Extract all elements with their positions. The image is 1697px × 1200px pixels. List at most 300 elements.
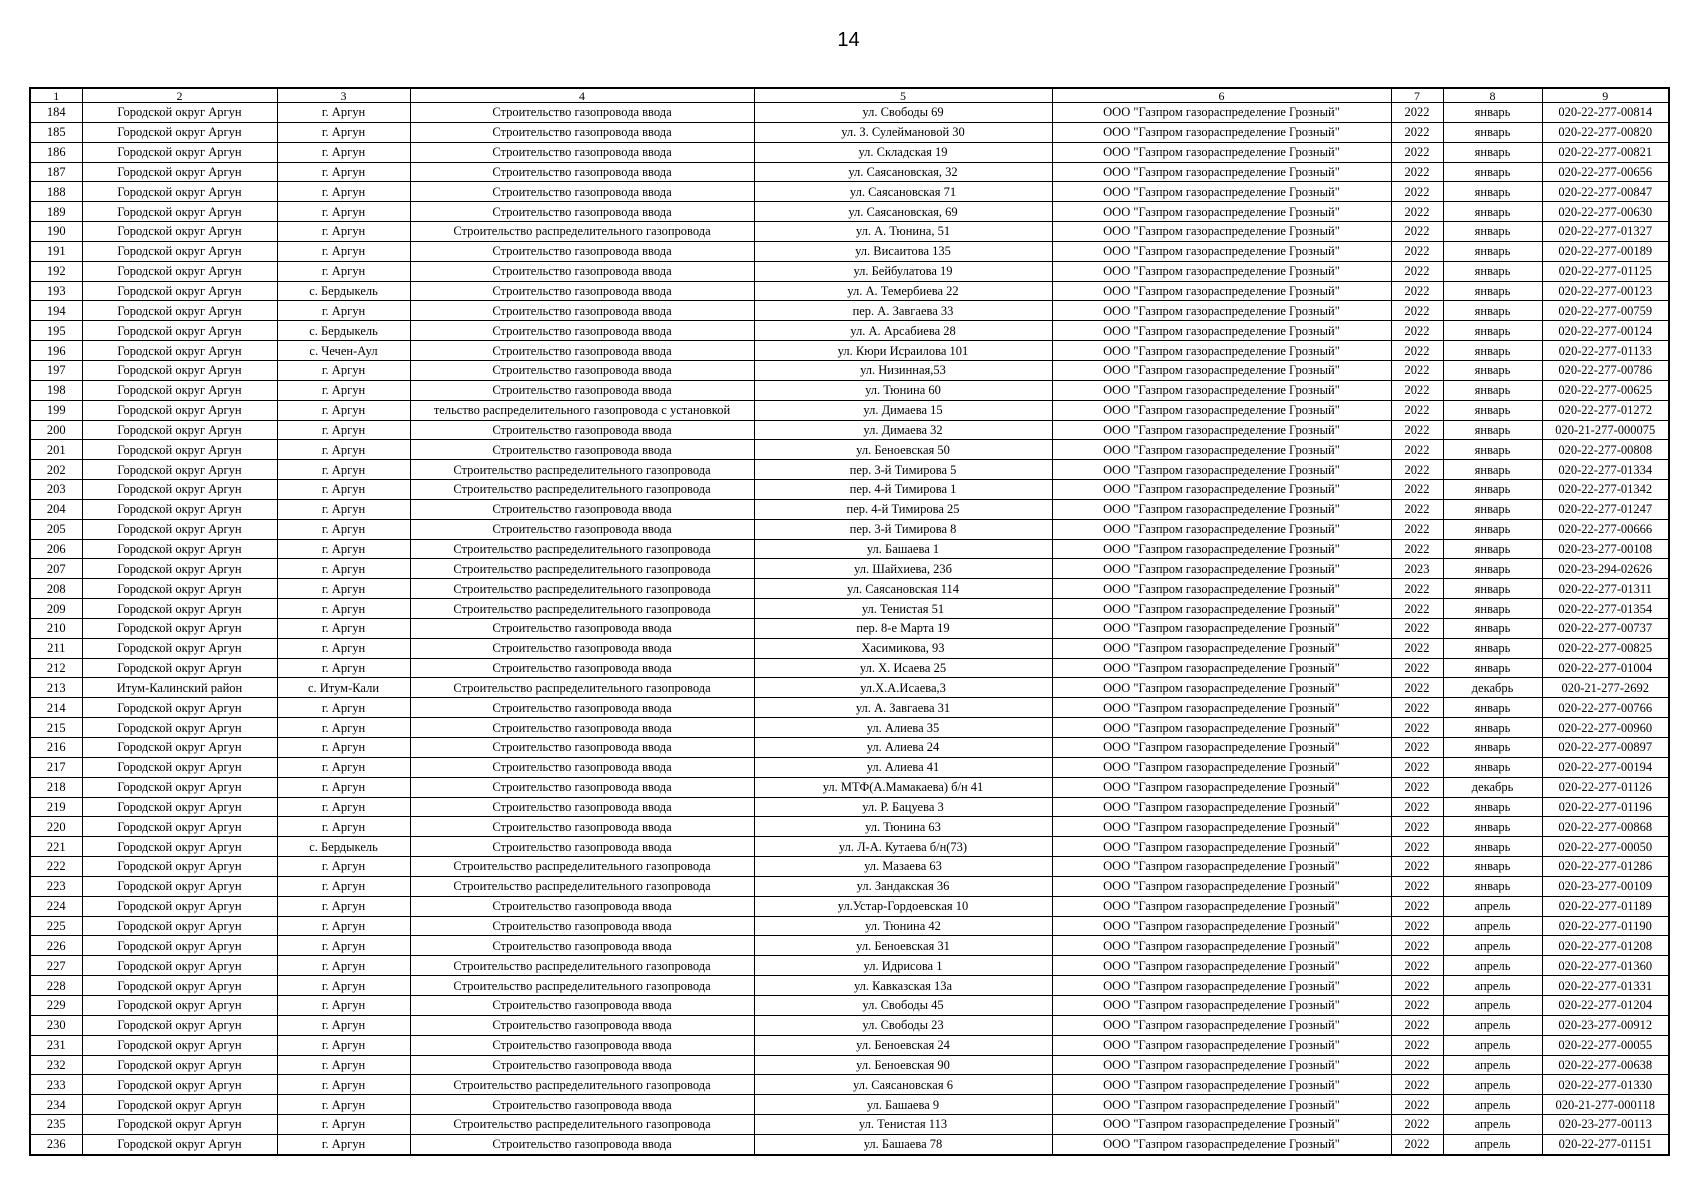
year-cell: 2022 [1391,420,1443,440]
settlement-cell: г. Аргун [277,1015,410,1035]
organization-cell: ООО "Газпром газораспределение Грозный" [1052,261,1391,281]
organization-cell: ООО "Газпром газораспределение Грозный" [1052,1134,1391,1154]
work-type-cell: Строительство газопровода ввода [410,817,754,837]
row-number-cell: 226 [30,936,82,956]
address-cell: ул. Беноевская 31 [754,936,1052,956]
month-cell: январь [1443,499,1542,519]
organization-cell: ООО "Газпром газораспределение Грозный" [1052,658,1391,678]
address-cell: пер. 8-е Марта 19 [754,618,1052,638]
column-header: 5 [754,88,1052,103]
column-header: 1 [30,88,82,103]
district-cell: Городской округ Аргун [82,995,277,1015]
registration-number-cell: 020-22-277-01189 [1542,896,1669,916]
row-number-cell: 197 [30,360,82,380]
work-type-cell: Строительство газопровода ввода [410,698,754,718]
district-cell: Городской округ Аргун [82,579,277,599]
organization-cell: ООО "Газпром газораспределение Грозный" [1052,122,1391,142]
registration-number-cell: 020-23-277-00108 [1542,539,1669,559]
work-type-cell: Строительство распределительного газопровода [410,222,754,242]
district-cell: Городской округ Аргун [82,618,277,638]
settlement-cell: г. Аргун [277,559,410,579]
year-cell: 2022 [1391,1095,1443,1115]
work-type-cell: Строительство распределительного газопровода [410,539,754,559]
table-row [30,142,1669,162]
registration-number-cell: 020-22-277-01286 [1542,857,1669,877]
address-cell: ул. А. Завгаева 31 [754,698,1052,718]
work-type-cell: тельство распределительного газопровода с установкой [410,400,754,420]
settlement-cell: г. Аргун [277,480,410,500]
year-cell: 2022 [1391,122,1443,142]
organization-cell: ООО "Газпром газораспределение Грозный" [1052,499,1391,519]
organization-cell: ООО "Газпром газораспределение Грозный" [1052,1035,1391,1055]
year-cell: 2022 [1391,400,1443,420]
address-cell: ул. Кюри Исраилова 101 [754,341,1052,361]
month-cell: январь [1443,400,1542,420]
settlement-cell: г. Аргун [277,738,410,758]
work-type-cell: Строительство газопровода ввода [410,499,754,519]
row-number-cell: 201 [30,440,82,460]
year-cell: 2022 [1391,460,1443,480]
organization-cell: ООО "Газпром газораспределение Грозный" [1052,380,1391,400]
year-cell: 2022 [1391,341,1443,361]
district-cell: Городской округ Аргун [82,222,277,242]
row-number-cell: 185 [30,122,82,142]
table-row [30,837,1669,857]
district-cell: Городской округ Аргун [82,420,277,440]
registration-number-cell: 020-23-277-00109 [1542,876,1669,896]
organization-cell: ООО "Газпром газораспределение Грозный" [1052,103,1391,123]
year-cell: 2022 [1391,1134,1443,1154]
month-cell: январь [1443,122,1542,142]
registration-number-cell: 020-22-277-00123 [1542,281,1669,301]
address-cell: ул. Х. Исаева 25 [754,658,1052,678]
registration-number-cell: 020-22-277-00759 [1542,301,1669,321]
row-number-cell: 198 [30,380,82,400]
year-cell: 2022 [1391,1055,1443,1075]
registry-table [29,87,1670,1156]
organization-cell: ООО "Газпром газораспределение Грозный" [1052,539,1391,559]
address-cell: пер. 4-й Тимирова 25 [754,499,1052,519]
address-cell: ул. А. Темербиева 22 [754,281,1052,301]
work-type-cell: Строительство газопровода ввода [410,360,754,380]
table-row [30,718,1669,738]
table-row [30,122,1669,142]
row-number-cell: 192 [30,261,82,281]
district-cell: Городской округ Аргун [82,777,277,797]
address-cell: ул. Шайхиева, 23б [754,559,1052,579]
row-number-cell: 217 [30,757,82,777]
month-cell: январь [1443,301,1542,321]
registration-number-cell: 020-22-277-01151 [1542,1134,1669,1154]
organization-cell: ООО "Газпром газораспределение Грозный" [1052,1115,1391,1135]
district-cell: Городской округ Аргун [82,122,277,142]
registration-number-cell: 020-22-277-00666 [1542,519,1669,539]
table-row [30,896,1669,916]
address-cell: пер. А. Завгаева 33 [754,301,1052,321]
address-cell: ул. Беноевская 24 [754,1035,1052,1055]
work-type-cell: Строительство распределительного газопровода [410,678,754,698]
district-cell: Городской округ Аргун [82,460,277,480]
month-cell: январь [1443,618,1542,638]
year-cell: 2022 [1391,1075,1443,1095]
year-cell: 2022 [1391,618,1443,638]
organization-cell: ООО "Газпром газораспределение Грозный" [1052,956,1391,976]
year-cell: 2022 [1391,976,1443,996]
month-cell: январь [1443,182,1542,202]
year-cell: 2022 [1391,440,1443,460]
month-cell: январь [1443,738,1542,758]
registration-number-cell: 020-22-277-00625 [1542,380,1669,400]
row-number-cell: 199 [30,400,82,420]
year-cell: 2022 [1391,519,1443,539]
settlement-cell: г. Аргун [277,698,410,718]
organization-cell: ООО "Газпром газораспределение Грозный" [1052,222,1391,242]
address-cell: ул. Саясановская, 32 [754,162,1052,182]
registration-number-cell: 020-22-277-01342 [1542,480,1669,500]
work-type-cell: Строительство распределительного газопровода [410,1075,754,1095]
row-number-cell: 205 [30,519,82,539]
district-cell: Городской округ Аргун [82,162,277,182]
month-cell: январь [1443,857,1542,877]
table-row [30,162,1669,182]
month-cell: апрель [1443,1115,1542,1135]
address-cell: ул. Димаева 32 [754,420,1052,440]
table-row [30,658,1669,678]
table-row [30,857,1669,877]
table-row [30,579,1669,599]
table-row [30,638,1669,658]
settlement-cell: с. Бердыкель [277,281,410,301]
address-cell: ул. Беноевская 90 [754,1055,1052,1075]
organization-cell: ООО "Газпром газораспределение Грозный" [1052,1075,1391,1095]
year-cell: 2022 [1391,202,1443,222]
district-cell: Городской округ Аргун [82,499,277,519]
district-cell: Городской округ Аргун [82,658,277,678]
month-cell: январь [1443,519,1542,539]
row-number-cell: 228 [30,976,82,996]
district-cell: Городской округ Аргун [82,360,277,380]
work-type-cell: Строительство распределительного газопровода [410,876,754,896]
work-type-cell: Строительство газопровода ввода [410,182,754,202]
work-type-cell: Строительство газопровода ввода [410,321,754,341]
registration-number-cell: 020-22-277-01360 [1542,956,1669,976]
table-row [30,380,1669,400]
settlement-cell: г. Аргун [277,618,410,638]
district-cell: Городской округ Аргун [82,718,277,738]
registration-number-cell: 020-22-277-01004 [1542,658,1669,678]
district-cell: Городской округ Аргун [82,876,277,896]
district-cell: Городской округ Аргун [82,301,277,321]
row-number-cell: 234 [30,1095,82,1115]
address-cell: ул. МТФ(А.Мамакаева) б/н 41 [754,777,1052,797]
registration-number-cell: 020-22-277-01272 [1542,400,1669,420]
row-number-cell: 229 [30,995,82,1015]
address-cell: ул. Тенистая 51 [754,599,1052,619]
address-cell: ул. Димаева 15 [754,400,1052,420]
settlement-cell: г. Аргун [277,162,410,182]
year-cell: 2022 [1391,777,1443,797]
organization-cell: ООО "Газпром газораспределение Грозный" [1052,1015,1391,1035]
registration-number-cell: 020-22-277-01196 [1542,797,1669,817]
year-cell: 2022 [1391,797,1443,817]
settlement-cell: с. Бердыкель [277,837,410,857]
district-cell: Городской округ Аргун [82,1075,277,1095]
column-header: 3 [277,88,410,103]
registration-number-cell: 020-22-277-00055 [1542,1035,1669,1055]
row-number-cell: 233 [30,1075,82,1095]
settlement-cell: г. Аргун [277,638,410,658]
year-cell: 2022 [1391,321,1443,341]
year-cell: 2022 [1391,837,1443,857]
column-header: 9 [1542,88,1669,103]
month-cell: январь [1443,261,1542,281]
year-cell: 2022 [1391,360,1443,380]
year-cell: 2022 [1391,757,1443,777]
month-cell: апрель [1443,956,1542,976]
settlement-cell: г. Аргун [277,222,410,242]
district-cell: Городской округ Аргун [82,380,277,400]
row-number-cell: 189 [30,202,82,222]
address-cell: ул. А. Тюнина, 51 [754,222,1052,242]
year-cell: 2022 [1391,480,1443,500]
organization-cell: ООО "Газпром газораспределение Грозный" [1052,817,1391,837]
organization-cell: ООО "Газпром газораспределение Грозный" [1052,400,1391,420]
settlement-cell: г. Аргун [277,876,410,896]
organization-cell: ООО "Газпром газораспределение Грозный" [1052,321,1391,341]
month-cell: январь [1443,698,1542,718]
registration-number-cell: 020-22-277-01331 [1542,976,1669,996]
district-cell: Городской округ Аргун [82,599,277,619]
work-type-cell: Строительство газопровода ввода [410,618,754,638]
district-cell: Городской округ Аргун [82,182,277,202]
organization-cell: ООО "Газпром газораспределение Грозный" [1052,797,1391,817]
year-cell: 2022 [1391,876,1443,896]
month-cell: январь [1443,559,1542,579]
address-cell: ул. Тенистая 113 [754,1115,1052,1135]
settlement-cell: г. Аргун [277,360,410,380]
table-row [30,241,1669,261]
address-cell: ул. Саясановская 114 [754,579,1052,599]
district-cell: Городской округ Аргун [82,837,277,857]
district-cell: Городской округ Аргун [82,896,277,916]
settlement-cell: г. Аргун [277,440,410,460]
year-cell: 2022 [1391,222,1443,242]
year-cell: 2022 [1391,995,1443,1015]
table-row [30,1075,1669,1095]
registration-number-cell: 020-22-277-00847 [1542,182,1669,202]
table-row [30,876,1669,896]
row-number-cell: 222 [30,857,82,877]
row-number-cell: 231 [30,1035,82,1055]
registration-number-cell: 020-22-277-00194 [1542,757,1669,777]
row-number-cell: 215 [30,718,82,738]
organization-cell: ООО "Газпром газораспределение Грозный" [1052,638,1391,658]
settlement-cell: г. Аргун [277,956,410,976]
address-cell: ул. Свободы 23 [754,1015,1052,1035]
month-cell: апрель [1443,1055,1542,1075]
settlement-cell: г. Аргун [277,202,410,222]
year-cell: 2022 [1391,817,1443,837]
organization-cell: ООО "Газпром газораспределение Грозный" [1052,420,1391,440]
row-number-cell: 213 [30,678,82,698]
year-cell: 2022 [1391,936,1443,956]
settlement-cell: г. Аргун [277,519,410,539]
work-type-cell: Строительство газопровода ввода [410,103,754,123]
year-cell: 2022 [1391,698,1443,718]
district-cell: Городской округ Аргун [82,1095,277,1115]
registration-number-cell: 020-22-277-00825 [1542,638,1669,658]
year-cell: 2022 [1391,599,1443,619]
settlement-cell: г. Аргун [277,757,410,777]
registration-number-cell: 020-22-277-01190 [1542,916,1669,936]
organization-cell: ООО "Газпром газораспределение Грозный" [1052,202,1391,222]
organization-cell: ООО "Газпром газораспределение Грозный" [1052,1095,1391,1115]
table-row [30,817,1669,837]
work-type-cell: Строительство распределительного газопровода [410,480,754,500]
work-type-cell: Строительство газопровода ввода [410,420,754,440]
column-header: 6 [1052,88,1391,103]
district-cell: Городской округ Аргун [82,440,277,460]
address-cell: ул. Беноевская 50 [754,440,1052,460]
organization-cell: ООО "Газпром газораспределение Грозный" [1052,559,1391,579]
district-cell: Городской округ Аргун [82,698,277,718]
address-cell: ул. Свободы 45 [754,995,1052,1015]
year-cell: 2022 [1391,142,1443,162]
row-number-cell: 190 [30,222,82,242]
settlement-cell: г. Аргун [277,1075,410,1095]
address-cell: ул. Тюнина 63 [754,817,1052,837]
table-row [30,678,1669,698]
work-type-cell: Строительство газопровода ввода [410,1015,754,1035]
registration-number-cell: 020-22-277-01133 [1542,341,1669,361]
settlement-cell: с. Чечен-Аул [277,341,410,361]
table-row [30,1055,1669,1075]
registration-number-cell: 020-22-277-00808 [1542,440,1669,460]
address-cell: ул. Р. Бацуева 3 [754,797,1052,817]
table-row [30,460,1669,480]
row-number-cell: 187 [30,162,82,182]
month-cell: январь [1443,321,1542,341]
district-cell: Городской округ Аргун [82,241,277,261]
address-cell: ул.Устар-Гордоевская 10 [754,896,1052,916]
settlement-cell: г. Аргун [277,103,410,123]
organization-cell: ООО "Газпром газораспределение Грозный" [1052,460,1391,480]
registration-number-cell: 020-22-277-00189 [1542,241,1669,261]
settlement-cell: г. Аргун [277,896,410,916]
registration-number-cell: 020-22-277-01330 [1542,1075,1669,1095]
settlement-cell: с. Бердыкель [277,321,410,341]
district-cell: Городской округ Аргун [82,400,277,420]
table-row [30,400,1669,420]
work-type-cell: Строительство газопровода ввода [410,1035,754,1055]
table-row [30,599,1669,619]
work-type-cell: Строительство распределительного газопровода [410,857,754,877]
month-cell: январь [1443,797,1542,817]
organization-cell: ООО "Газпром газораспределение Грозный" [1052,1055,1391,1075]
registration-number-cell: 020-21-277-2692 [1542,678,1669,698]
district-cell: Городской округ Аргун [82,1055,277,1075]
registration-number-cell: 020-22-277-01334 [1542,460,1669,480]
address-cell: ул. Кавказская 13а [754,976,1052,996]
work-type-cell: Строительство газопровода ввода [410,1095,754,1115]
row-number-cell: 209 [30,599,82,619]
district-cell: Городской округ Аргун [82,916,277,936]
row-number-cell: 184 [30,103,82,123]
month-cell: январь [1443,579,1542,599]
settlement-cell: г. Аргун [277,420,410,440]
address-cell: ул. Тюнина 42 [754,916,1052,936]
work-type-cell: Строительство газопровода ввода [410,777,754,797]
registration-number-cell: 020-22-277-00820 [1542,122,1669,142]
organization-cell: ООО "Газпром газораспределение Грозный" [1052,936,1391,956]
year-cell: 2022 [1391,1015,1443,1035]
registration-number-cell: 020-22-277-00124 [1542,321,1669,341]
organization-cell: ООО "Газпром газораспределение Грозный" [1052,519,1391,539]
row-number-cell: 212 [30,658,82,678]
month-cell: апрель [1443,976,1542,996]
address-cell: ул. Низинная,53 [754,360,1052,380]
column-number-row [30,88,1669,103]
month-cell: январь [1443,440,1542,460]
work-type-cell: Строительство газопровода ввода [410,718,754,738]
month-cell: декабрь [1443,777,1542,797]
settlement-cell: г. Аргун [277,916,410,936]
organization-cell: ООО "Газпром газораспределение Грозный" [1052,360,1391,380]
work-type-cell: Строительство газопровода ввода [410,1134,754,1154]
district-cell: Городской округ Аргун [82,281,277,301]
table-row [30,936,1669,956]
settlement-cell: г. Аргун [277,579,410,599]
table-row [30,202,1669,222]
column-header: 4 [410,88,754,103]
year-cell: 2022 [1391,380,1443,400]
year-cell: 2022 [1391,1035,1443,1055]
work-type-cell: Строительство газопровода ввода [410,837,754,857]
year-cell: 2022 [1391,916,1443,936]
registration-number-cell: 020-22-277-01208 [1542,936,1669,956]
month-cell: апрель [1443,995,1542,1015]
district-cell: Городской округ Аргун [82,1015,277,1035]
settlement-cell: г. Аргун [277,400,410,420]
table-row [30,956,1669,976]
work-type-cell: Строительство газопровода ввода [410,241,754,261]
work-type-cell: Строительство распределительного газопровода [410,976,754,996]
organization-cell: ООО "Газпром газораспределение Грозный" [1052,579,1391,599]
work-type-cell: Строительство газопровода ввода [410,658,754,678]
registration-number-cell: 020-22-277-00050 [1542,837,1669,857]
year-cell: 2022 [1391,103,1443,123]
district-cell: Городской округ Аргун [82,480,277,500]
address-cell: ул. З. Сулеймановой 30 [754,122,1052,142]
row-number-cell: 191 [30,241,82,261]
registration-number-cell: 020-22-277-01247 [1542,499,1669,519]
address-cell: ул. Висаитова 135 [754,241,1052,261]
work-type-cell: Строительство газопровода ввода [410,757,754,777]
year-cell: 2022 [1391,658,1443,678]
year-cell: 2022 [1391,499,1443,519]
organization-cell: ООО "Газпром газораспределение Грозный" [1052,341,1391,361]
registration-number-cell: 020-23-277-00113 [1542,1115,1669,1135]
settlement-cell: г. Аргун [277,122,410,142]
district-cell: Городской округ Аргун [82,202,277,222]
month-cell: апрель [1443,1035,1542,1055]
organization-cell: ООО "Газпром газораспределение Грозный" [1052,777,1391,797]
registration-number-cell: 020-22-277-00868 [1542,817,1669,837]
address-cell: ул. Зандакская 36 [754,876,1052,896]
table-row [30,976,1669,996]
month-cell: январь [1443,817,1542,837]
address-cell: ул. Саясановская 71 [754,182,1052,202]
